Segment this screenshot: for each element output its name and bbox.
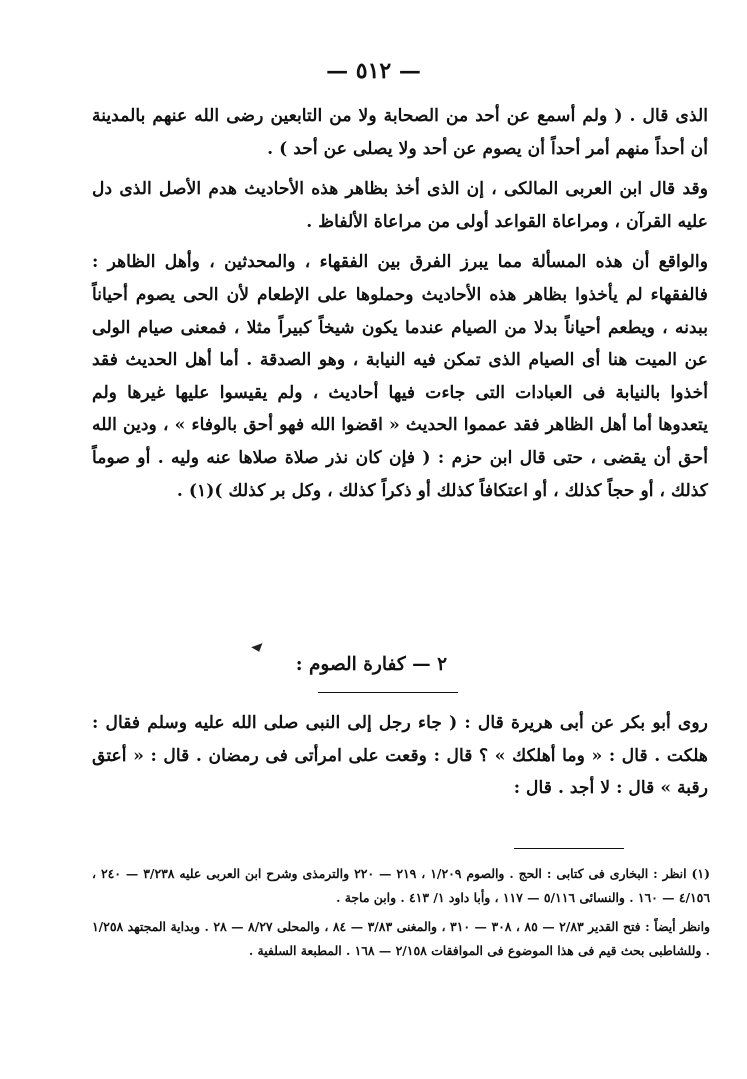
section-heading: ٢ — كفارة الصوم : (295, 654, 447, 675)
footnote-separator (514, 848, 624, 849)
section-text-block (92, 707, 708, 805)
paragraph: الذى قال . ( ولم أسمع عن أحد من الصحابة ولا من التابعين رضى الله عنهم بالمدينة أن أحداً منهم أمر أحداً أن يصوم عن أحد ولا يصلى عن أحد ) . (92, 106, 708, 159)
paragraph: والواقع أن هذه المسألة مما يبرز الفرق بين الفقهاء ، والمحدثين ، وأهل الظاهر : فالفقهاء لم يأخذوا بظاهر هذه الأحاديث وحملوها على الإطعام لأن الحى يصوم أحياناً ببدنه ، ويطعم أحياناً بدلا من الصيام عندما يكون شيخاً كبيراً مثلا ، فمعنى صيام الولى عن الميت هنا أى الصيام الذى تمكن فيه النيابة ، وهو الصدقة . أما أهل الحديث فقد أخذوا بالنيابة فى العبادات التى جاءت فيها أحاديث ، ولم يقيسوا عليها غيرها ولم يتعدوها أما أهل الظاهر فقد عمموا الحديث « اقضوا الله فهو أحق بالوفاء » ، ودين الله أحق أن يقضى ، حتى قال ابن حزم : ( فإن كان نذر صلاة صلاها عنه وليه . أو صوماً كذلك ، أو حجاً كذلك ، أو اعتكافاً كذلك أو ذكراً كذلك ، وكل بر كذلك )(١) . (92, 252, 708, 501)
paragraph: روى أبو بكر عن أبى هريرة قال : ( جاء رجل إلى النبى صلى الله عليه وسلم فقال : هلكت . قال : « وما أهلكك » ؟ قال : وقعت على امرأتى فى رمضان . قال : « أعتق رقبة » قال : لا أجد . قال : (92, 713, 708, 799)
footnote: (١) انظر : البخارى فى كتابى : الحج . والصوم ١/٢٠٩ ، ٢١٩ — ٢٢٠ والترمذى وشرح ابن العربى عليه ٣/٢٣٨ — ٢٤٠ ، ٤/١٥٦ — ١٦٠ . والنسائى ٥/١١٦ — ١١٧ ، وأبا داود ١/ ٤١٣ . وابن ماجة . (92, 866, 710, 905)
page-number: — ٥١٢ — (326, 58, 421, 84)
footnotes-block (92, 862, 710, 962)
heading-underline (318, 692, 458, 693)
paragraph: وقد قال ابن العربى المالكى ، إن الذى أخذ بظاهر هذه الأحاديث هدم الأصل الذى دل عليه القرآن ، ومراعاة القواعد أولى من مراعاة الألفاظ . (92, 179, 708, 232)
footnote: وانظر أيضاً : فتح القدير ٢/٨٣ — ٨٥ ، ٣٠٨ — ٣١٠ ، والمغنى ٣/٨٣ — ٨٤ ، والمحلى ٨/٢٧ — ٢٨ . وبداية المجتهد ١/٢٥٨ . وللشاطبى بحث قيم فى هذا الموضوع فى الموافقات ٢/١٥٨ — ١٦٨ . المطبعة السلفية . (92, 919, 710, 958)
stray-ink-mark (251, 643, 265, 654)
main-text-block (92, 100, 708, 507)
